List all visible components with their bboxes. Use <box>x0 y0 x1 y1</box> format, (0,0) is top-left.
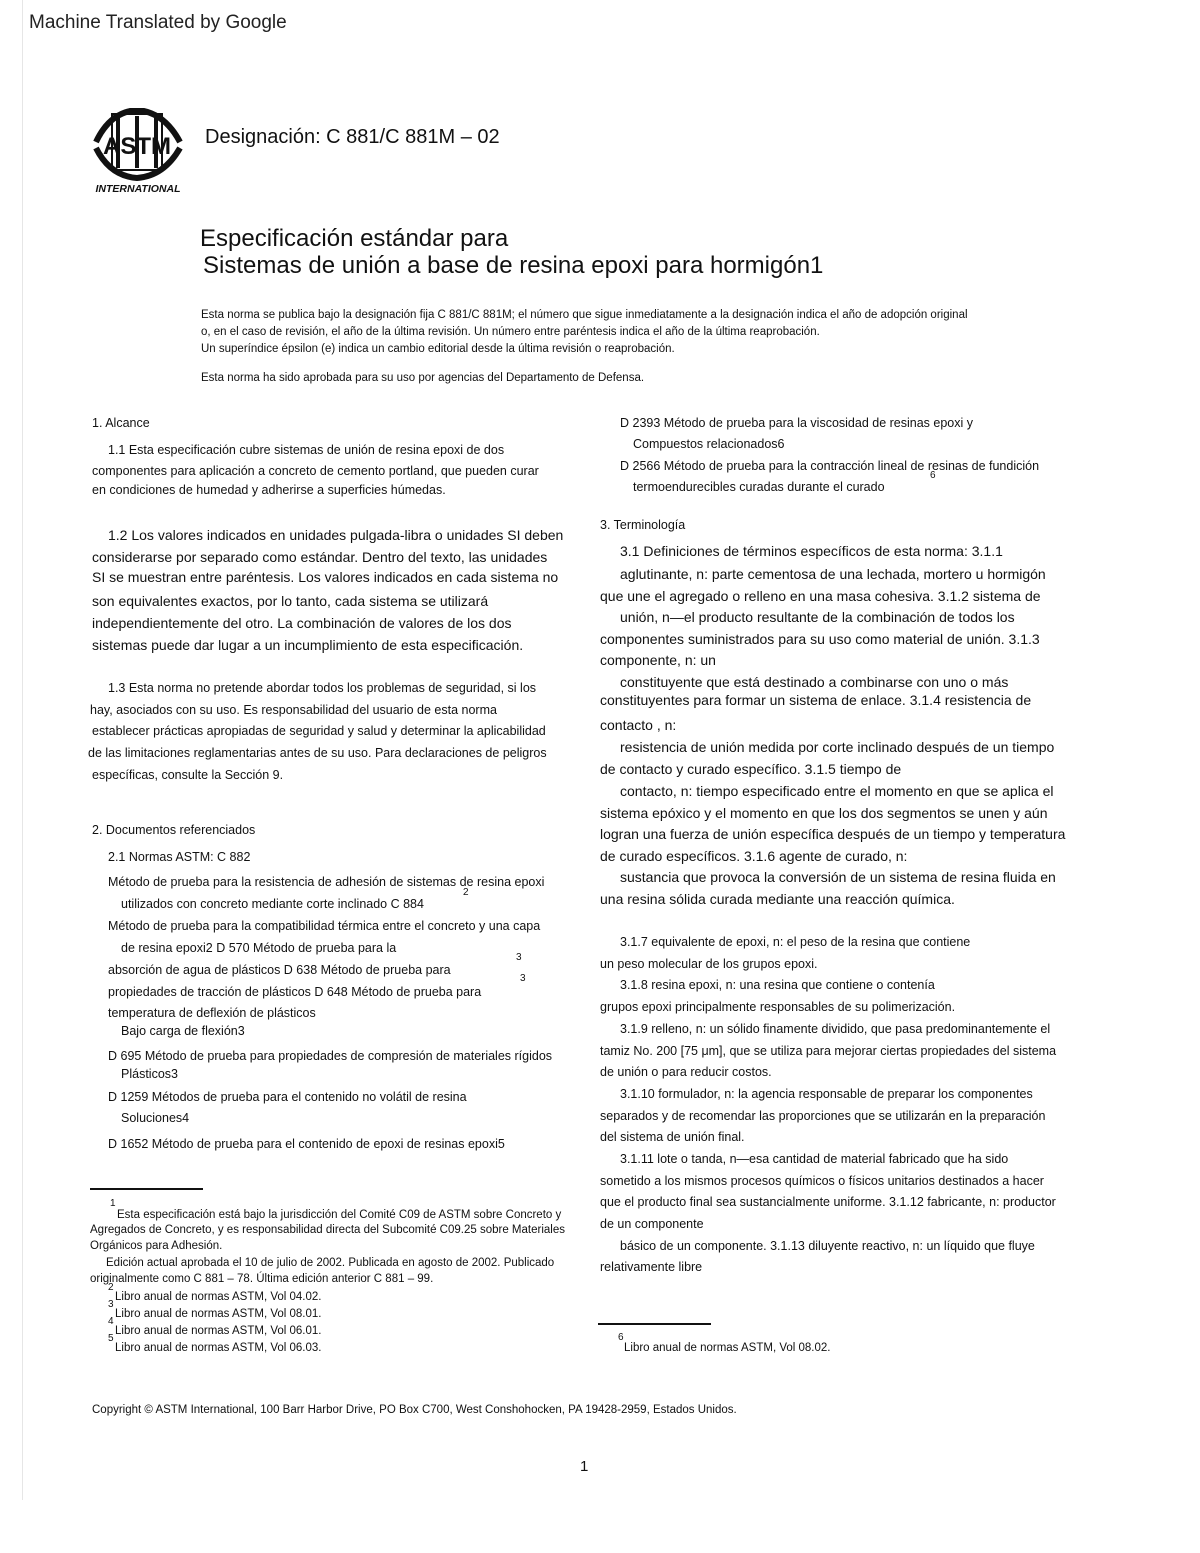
footnote-rule <box>598 1323 711 1325</box>
terminology-small-line: un peso molecular de los grupos epoxi. <box>600 957 818 971</box>
ref-line: D 695 Método de prueba para propiedades de compresión de materiales rígidos <box>108 1049 553 1063</box>
para-1-3-line: específicas, consulte la Sección 9. <box>92 768 284 782</box>
para-1-2-line: considerarse por separado como estándar. Dentro del texto, las unidades <box>92 549 548 565</box>
footnote-4: Libro anual de normas ASTM, Vol 06.01. <box>115 1325 322 1337</box>
footnote-2: Libro anual de normas ASTM, Vol 04.02. <box>115 1291 322 1303</box>
terminology-line: que une el agregado o relleno en una masa cohesiva. 3.1.2 sistema de <box>600 588 1041 604</box>
ref-line: Plásticos3 <box>121 1067 178 1081</box>
para-1-1-line: componentes para aplicación a concreto de cemento portland, que pueden curar <box>92 464 539 478</box>
copyright: Copyright © ASTM International, 100 Barr Harbor Drive, PO Box C700, West Conshohocken, PA 19428-2959, Estados Unidos. <box>92 1404 737 1416</box>
footnote-1-line: Agregados de Concreto, y es responsabilidad directa del Subcomité C09.25 sobre Materiales <box>90 1224 565 1236</box>
ref-line: utilizados con concreto mediante corte inclinado C 884 <box>121 897 424 911</box>
terminology-line: contacto, n: tiempo especificado entre el momento en que se aplica el <box>620 783 1054 799</box>
terminology-line: componente, n: un <box>600 652 716 668</box>
footnote-1-line: Esta especificación está bajo la jurisdicción del Comité C09 de ASTM sobre Concreto y <box>117 1209 562 1221</box>
terminology-small-line: del sistema de unión final. <box>600 1130 745 1144</box>
para-1-3-line: de las limitaciones reglamentarias antes de su uso. Para declaraciones de peligros <box>88 746 547 760</box>
para-1-2-line: son equivalentes exactos, por lo tanto, cada sistema se utilizará <box>92 593 489 609</box>
terminology-small-line: de un componente <box>600 1217 704 1231</box>
ref-line: D 1652 Método de prueba para el contenido de epoxi de resinas epoxi5 <box>108 1137 505 1151</box>
title-line-2: Sistemas de unión a base de resina epoxi para hormigón1 <box>203 252 824 279</box>
ref-line: temperatura de deflexión de plásticos <box>108 1006 316 1020</box>
footnote-5: Libro anual de normas ASTM, Vol 06.03. <box>115 1342 322 1354</box>
terminology-line: logran una fuerza de unión específica después de un tiempo y temperatura <box>600 826 1066 842</box>
terminology-line: una resina sólida curada mediante una reacción química. <box>600 891 955 907</box>
title-line-1: Especificación estándar para <box>200 225 509 252</box>
section-2-heading: 2. Documentos referenciados <box>92 823 256 837</box>
right-ref-line: D 2566 Método de prueba para la contracción lineal de resinas de fundición <box>620 459 1040 473</box>
para-1-3-line: 1.3 Esta norma no pretende abordar todos los problemas de seguridad, si los <box>108 681 537 695</box>
terminology-line: de curado específicos. 3.1.6 agente de curado, n: <box>600 848 908 864</box>
ref-line: Método de prueba para la compatibilidad térmica entre el concreto y una capa <box>108 919 541 933</box>
terminology-line: sistema epóxico y el momento en que los dos segmentos se unen y aún <box>600 805 1048 821</box>
machine-translation-banner: Machine Translated by Google <box>29 12 287 33</box>
footnote-1-line: Orgánicos para Adhesión. <box>90 1240 223 1252</box>
terminology-line: contacto , n: <box>600 717 677 733</box>
edition-note-line: originalmente como C 881 – 78. Última edición anterior C 881 – 99. <box>90 1273 434 1285</box>
terminology-small-line: relativamente libre <box>600 1260 703 1274</box>
right-ref-line: D 2393 Método de prueba para la viscosidad de resinas epoxi y <box>620 416 973 430</box>
terminology-small-line: sometido a los mismos procesos químicos o físicos unitarios destinados a hacer <box>600 1174 1044 1188</box>
terminology-line: constituyentes para formar un sistema de enlace. 3.1.4 resistencia de <box>600 692 1032 708</box>
svg-text:ASTM: ASTM <box>103 133 171 160</box>
terminology-small-line: que el producto final sea sustancialmente uniforme. 3.1.12 fabricante, n: productor <box>600 1195 1056 1209</box>
terminology-small-line: 3.1.7 equivalente de epoxi, n: el peso de la resina que contiene <box>620 935 971 949</box>
terminology-small-line: 3.1.10 formulador, n: la agencia responsable de preparar los componentes <box>620 1087 1033 1101</box>
terminology-small-line: grupos epoxi principalmente responsables de su polimerización. <box>600 1000 956 1014</box>
ref-line: Método de prueba para la resistencia de adhesión de sistemas de resina epoxi <box>108 875 545 889</box>
terminology-small-line: 3.1.11 lote o tanda, n—esa cantidad de material fabricado que ha sido <box>620 1152 1009 1166</box>
terminology-small-line: básico de un componente. 3.1.13 diluyente reactivo, n: un líquido que fluye <box>620 1239 1035 1253</box>
notice-line-2: o, en el caso de revisión, el año de la última revisión. Un número entre paréntesis indica el año de la última reaprobación. <box>201 326 820 338</box>
footnote-6: Libro anual de normas ASTM, Vol 08.02. <box>624 1342 831 1354</box>
ref-line: Soluciones4 <box>121 1111 190 1125</box>
terminology-line: 3.1 Definiciones de términos específicos de esta norma: 3.1.1 <box>620 543 1003 559</box>
designation: Designación: C 881/C 881M – 02 <box>205 126 500 148</box>
para-1-3-line: establecer prácticas apropiadas de seguridad y salud y determinar la aplicabilidad <box>92 724 546 738</box>
para-1-2-line: 1.2 Los valores indicados en unidades pulgada-libra o unidades SI deben <box>108 527 564 543</box>
ref-line: Bajo carga de flexión3 <box>121 1024 245 1038</box>
terminology-line: unión, n—el producto resultante de la combinación de todos los <box>620 609 1015 625</box>
terminology-line: resistencia de unión medida por corte inclinado después de un tiempo <box>620 739 1055 755</box>
para-1-1-line: 1.1 Esta especificación cubre sistemas de unión de resina epoxi de dos <box>108 443 505 457</box>
terminology-small-line: separados y de recomendar las proporciones que se utilizarán en la preparación <box>600 1109 1046 1123</box>
right-ref-line: termoendurecibles curadas durante el curado <box>633 480 885 494</box>
right-ref-line: Compuestos relacionados6 <box>633 437 785 451</box>
terminology-small-line: de unión o para reducir costos. <box>600 1065 772 1079</box>
ref-line: propiedades de tracción de plásticos D 648 Método de prueba para <box>108 985 482 999</box>
notice-line-3: Un superíndice épsilon (e) indica un cambio editorial desde la última revisión o reaprobación. <box>201 343 675 355</box>
terminology-line: de contacto y curado específico. 3.1.5 tiempo de <box>600 761 902 777</box>
section-3-heading: 3. Terminología <box>600 518 686 532</box>
footnote-rule <box>90 1188 203 1190</box>
terminology-line: componentes suministrados para su uso como material de unión. 3.1.3 <box>600 631 1040 647</box>
svg-text:INTERNATIONAL: INTERNATIONAL <box>95 183 181 194</box>
astm-logo <box>90 108 186 194</box>
terminology-small-line: tamiz No. 200 [75 μm], que se utiliza para mejorar ciertas propiedades del sistema <box>600 1044 1057 1058</box>
para-1-2-line: SI se muestran entre paréntesis. Los valores indicados en cada sistema no <box>92 569 559 585</box>
ref-line: D 1259 Métodos de prueba para el contenido no volátil de resina <box>108 1090 467 1104</box>
terminology-line: sustancia que provoca la conversión de un sistema de resina fluida en <box>620 869 1056 885</box>
terminology-small-line: 3.1.8 resina epoxi, n: una resina que contiene o contenía <box>620 978 935 992</box>
ref-line: absorción de agua de plásticos D 638 Método de prueba para <box>108 963 451 977</box>
terminology-line: aglutinante, n: parte cementosa de una lechada, mortero u hormigón <box>620 566 1046 582</box>
footnote-3: Libro anual de normas ASTM, Vol 08.01. <box>115 1308 322 1320</box>
ref-line: de resina epoxi2 D 570 Método de prueba para la <box>121 941 397 955</box>
para-1-1-line: en condiciones de humedad y adherirse a superficies húmedas. <box>92 483 446 497</box>
para-1-2-line: independientemente del otro. La combinación de valores de los dos <box>92 615 512 631</box>
para-1-3-line: hay, asociados con su uso. Es responsabilidad del usuario de esta norma <box>90 703 497 717</box>
page-edge <box>22 0 23 1500</box>
section-2-1: 2.1 Normas ASTM: C 882 <box>108 850 251 864</box>
terminology-small-line: 3.1.9 relleno, n: un sólido finamente dividido, que pasa predominantemente el <box>620 1022 1051 1036</box>
page-number: 1 <box>580 1458 589 1475</box>
terminology-line: constituyente que está destinado a combinarse con uno o más <box>620 674 1009 690</box>
edition-note-line: Edición actual aprobada el 10 de julio de 2002. Publicada en agosto de 2002. Publicado <box>106 1257 555 1269</box>
section-1-heading: 1. Alcance <box>92 416 150 430</box>
notice-line-1: Esta norma se publica bajo la designación fija C 881/C 881M; el número que sigue inmediatamente a la designación indica el año de adopción original <box>201 309 968 321</box>
para-1-2-line: sistemas puede dar lugar a un incumplimiento de esta especificación. <box>92 637 524 653</box>
notice-dod: Esta norma ha sido aprobada para su uso por agencias del Departamento de Defensa. <box>201 372 645 384</box>
